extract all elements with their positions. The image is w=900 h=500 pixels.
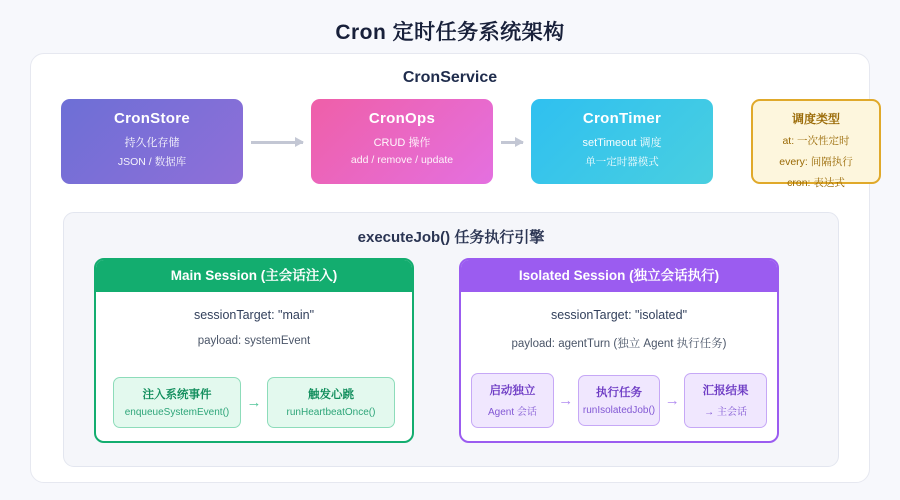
node-cronops-line2: add / remove / update [350,154,454,166]
session-main[interactable] [94,258,414,443]
session-isolated-target: sessionTarget: "isolated" [550,308,688,322]
legend-item-every: every: 间隔执行 [779,156,853,168]
session-main-target: sessionTarget: "main" [193,308,315,322]
session-isolated-payload: payload: agentTurn (独立 Agent 执行任务) [511,338,727,350]
session-main-payload: payload: systemEvent [197,335,311,347]
step-run-heartbeat-once-title: 触发心跳 [308,389,354,401]
legend-title: 调度类型 [791,112,840,126]
step-enqueue-system-event-sub: enqueueSystemEvent() [124,407,230,418]
session-isolated-header: Isolated Session (独立会话执行) [461,260,777,292]
node-cronstore-line1: 持久化存储 [124,137,180,149]
node-crontimer-line2: 单一定时器模式 [585,156,659,168]
node-cronstore[interactable] [61,99,243,184]
legend-item-cron: cron: 表达式 [787,177,845,189]
cron-service-card [30,53,870,483]
step-run-isolated-job-sub: runIsolatedJob() [582,405,656,416]
page-title: Cron 定时任务系统架构 [335,21,565,44]
step-start-isolated-agent-sub: Agent 会话 [487,407,537,418]
execute-job-title: executeJob() 任务执行引擎 [357,229,545,246]
step-run-heartbeat-once-sub: runHeartbeatOnce() [286,407,376,418]
step-run-heartbeat-once[interactable] [267,377,395,428]
execute-job-panel [63,212,839,467]
schedule-type-legend [751,99,881,189]
arrow-main-step-icon: → [246,394,262,411]
arrow-isolated-step-2-icon: → [664,392,680,409]
node-crontimer-line1: setTimeout 调度 [582,137,662,149]
arrow-ops-to-timer-icon [501,141,523,144]
legend-item-at: at: 一次性定时 [782,135,850,147]
node-cronstore-line2: JSON / 数据库 [117,156,187,168]
step-enqueue-system-event-title: 注入系统事件 [142,389,212,401]
arrow-store-to-ops-icon [251,141,303,144]
step-report-result-title: 汇报结果 [702,385,749,397]
cron-service-title: CronService [402,69,498,86]
step-start-isolated-agent-title: 启动独立 [489,385,536,397]
node-crontimer-title: CronTimer [582,110,662,127]
step-run-isolated-job-title: 执行任务 [596,387,642,399]
step-enqueue-system-event[interactable] [113,377,241,428]
step-report-result-sub: → 主会话 [704,407,747,418]
step-report-result[interactable] [684,373,767,428]
node-cronops-title: CronOps [368,110,436,127]
session-isolated[interactable] [459,258,779,443]
node-crontimer[interactable] [531,99,713,184]
arrow-isolated-step-1-icon: → [558,392,574,409]
step-start-isolated-agent[interactable] [471,373,554,428]
step-run-isolated-job[interactable] [578,375,661,426]
node-cronops-line1: CRUD 操作 [373,137,431,149]
node-cronstore-title: CronStore [113,110,191,127]
service-components-row [61,99,853,189]
node-cronops[interactable] [311,99,493,184]
session-main-header: Main Session (主会话注入) [96,260,412,292]
session-main-steps [106,377,402,428]
session-isolated-steps [471,373,767,428]
